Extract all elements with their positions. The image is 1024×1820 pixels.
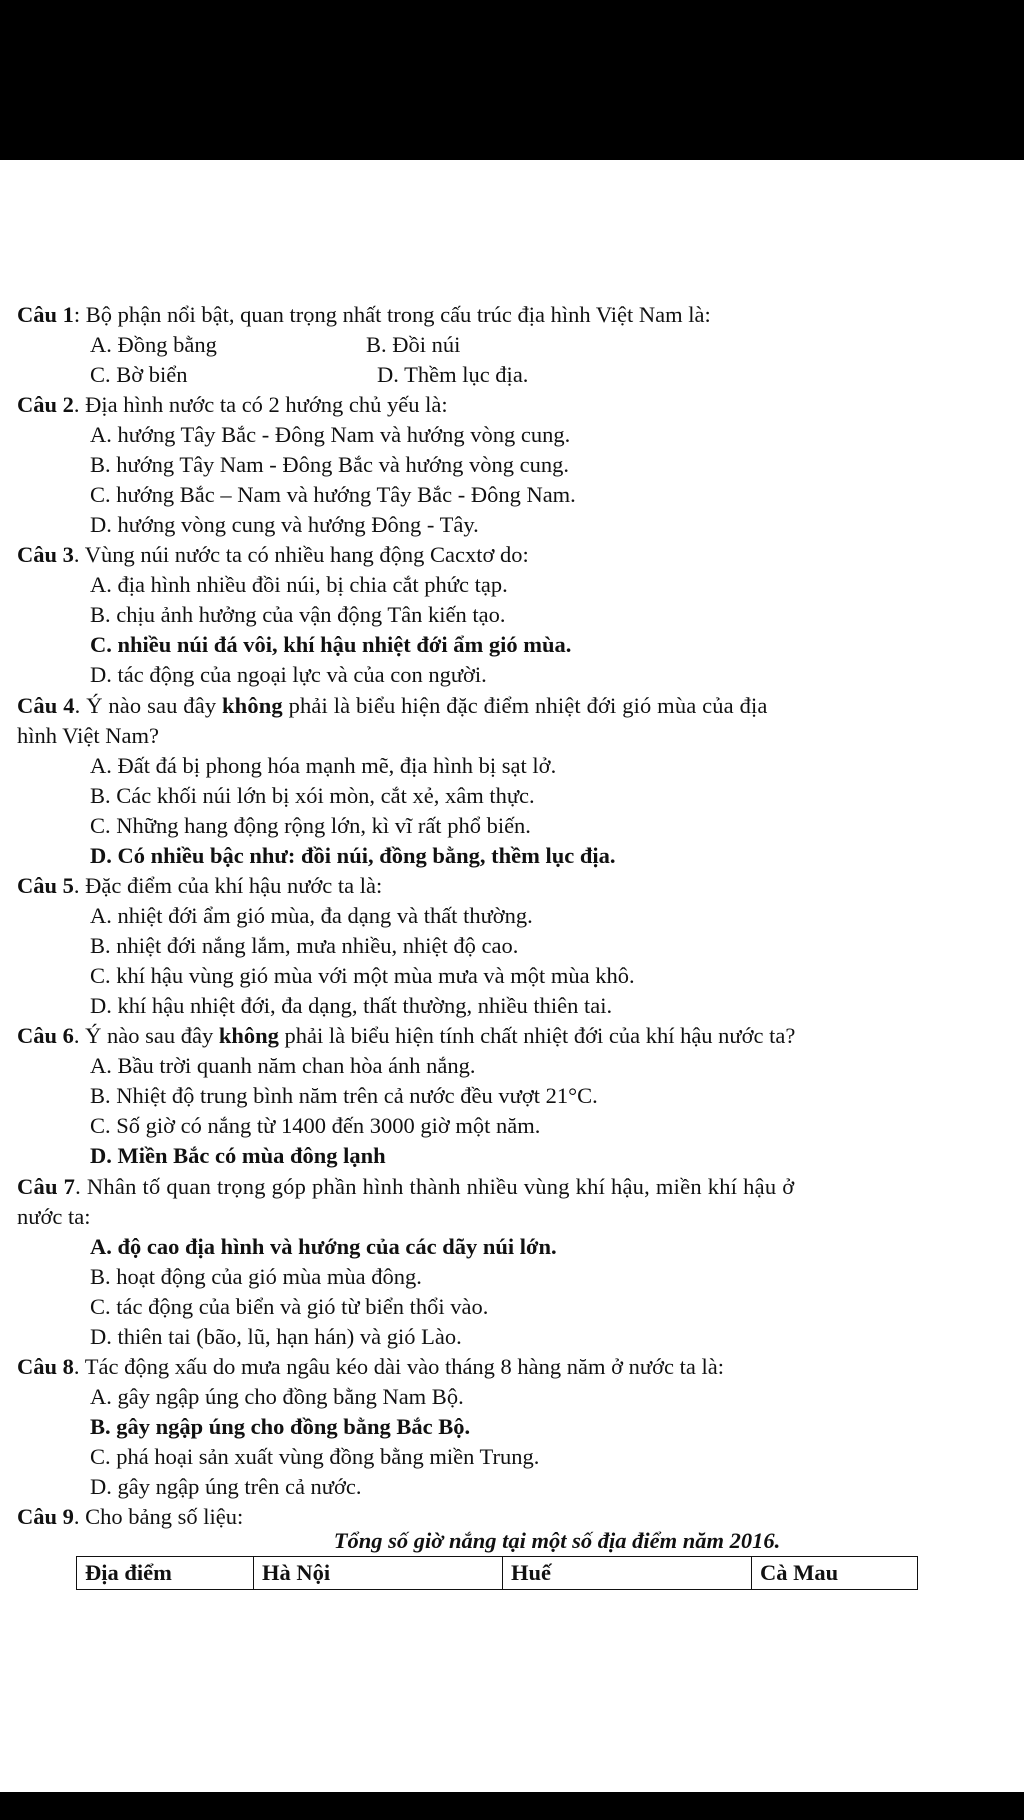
q3-option-d: D. tác động của ngoại lực và của con người. [90,662,487,687]
q2-option-a: A. hướng Tây Bắc - Đông Nam và hướng vòng cung. [90,422,571,447]
q5-option-a: A. nhiệt đới ẩm gió mùa, đa dạng và thất thường. [90,903,533,928]
q4-option-b: B. Các khối núi lớn bị xói mòn, cắt xẻ, xâm thực. [90,783,535,808]
q4-option-a: A. Đất đá bị phong hóa mạnh mẽ, địa hình bị sạt lở. [90,753,557,778]
question-8 [17,1352,724,1382]
question-4 [17,691,768,721]
question-5 [17,871,382,901]
question-number: Câu 7 [17,1174,76,1199]
question-6 [17,1021,795,1051]
q7-option-c: C. tác động của biển và gió từ biển thổi vào. [90,1294,489,1319]
question-number: Câu 8 [17,1354,74,1379]
table-header-cell: Địa điểm [77,1557,254,1590]
q3-option-a: A. địa hình nhiều đồi núi, bị chia cắt phức tạp. [90,572,508,597]
question-number: Câu 1 [17,302,74,327]
q4-option-c: C. Những hang động rộng lớn, kì vĩ rất phổ biến. [90,813,531,838]
q4-option-d: D. Có nhiều bậc như: đồi núi, đồng bằng, thềm lục địa. [90,843,616,868]
q6-option-b: B. Nhiệt độ trung bình năm trên cả nước đều vượt 21°C. [90,1083,598,1108]
q2-option-c: C. hướng Bắc – Nam và hướng Tây Bắc - Đông Nam. [90,482,576,507]
q8-option-c: C. phá hoại sản xuất vùng đồng bằng miền Trung. [90,1444,540,1469]
q1-option-d: D. Thềm lục địa. [377,362,529,387]
question-3 [17,540,529,570]
exam-page [0,160,1024,1792]
question-text: . Địa hình nước ta có 2 hướng chủ yếu là: [73,392,448,417]
q1-option-a: A. Đồng bằng [90,332,217,357]
q7-option-d: D. thiên tai (bão, lũ, hạn hán) và gió Lào. [90,1324,462,1349]
q1-option-c: C. Bờ biển [90,362,188,387]
question-number: Câu 2 [17,392,74,417]
question-text: . Cho bảng số liệu: [73,1504,244,1529]
question-1 [17,300,711,330]
table-header-cell: Cà Mau [752,1557,918,1590]
q7-option-a: A. độ cao địa hình và hướng của các dãy núi lớn. [90,1234,557,1259]
q8-option-a: A. gây ngập úng cho đồng bằng Nam Bộ. [90,1384,464,1409]
question-number: Câu 5 [17,873,74,898]
question-number: Câu 9 [17,1504,74,1529]
question-text: . Tác động xấu do mưa ngâu kéo dài vào tháng 8 hàng năm ở nước ta là: [73,1354,724,1379]
q2-option-b: B. hướng Tây Nam - Đông Bắc và hướng vòng cung. [90,452,569,477]
q6-option-c: C. Số giờ có nắng từ 1400 đến 3000 giờ một năm. [90,1113,541,1138]
q8-option-d: D. gây ngập úng trên cả nước. [90,1474,362,1499]
question-text: . Đặc điểm của khí hậu nước ta là: [73,873,383,898]
q3-option-b: B. chịu ảnh hưởng của vận động Tân kiến tạo. [90,602,506,627]
question-number: Câu 6 [17,1023,74,1048]
sunshine-hours-table [76,1556,918,1590]
question-text: . Vùng núi nước ta có nhiều hang động Cacxtơ do: [73,542,529,567]
q1-option-b: B. Đồi núi [366,332,461,357]
q5-option-d: D. khí hậu nhiệt đới, đa dạng, thất thường, nhiều thiên tai. [90,993,613,1018]
question-emphasis: không [222,693,283,718]
question-4-wrap: hình Việt Nam? [17,723,159,748]
q6-option-a: A. Bầu trời quanh năm chan hòa ánh nắng. [90,1053,476,1078]
q6-option-d: D. Miền Bắc có mùa đông lạnh [90,1143,386,1168]
question-7-wrap: nước ta: [17,1204,91,1229]
question-text: phải là biểu hiện tính chất nhiệt đới của khí hậu nước ta? [278,1023,796,1048]
q8-option-b: B. gây ngập úng cho đồng bằng Bắc Bộ. [90,1414,471,1439]
table-caption-text: Tổng số giờ nắng tại một số địa điểm năm 2016. [333,1528,781,1553]
q5-option-c: C. khí hậu vùng gió mùa với một mùa mưa và một mùa khô. [90,963,635,988]
table-header-row [77,1557,918,1590]
question-number: Câu 4 [17,693,75,718]
question-text: . Ý nào sau đây [73,1023,219,1048]
table-header-cell: Huế [503,1557,752,1590]
q2-option-d: D. hướng vòng cung và hướng Đông - Tây. [90,512,479,537]
q3-option-c: C. nhiều núi đá vôi, khí hậu nhiệt đới ẩm gió mùa. [90,632,572,657]
table-header-cell: Hà Nội [254,1557,503,1590]
question-2 [17,390,448,420]
question-text: . Nhân tố quan trọng góp phần hình thành nhiều vùng khí hậu, miền khí hậu ở [75,1174,795,1199]
question-text: : Bộ phận nổi bật, quan trọng nhất trong cấu trúc địa hình Việt Nam là: [73,302,711,327]
question-text: phải là biểu hiện đặc điểm nhiệt đới gió mùa của địa [282,693,768,718]
question-text: . Ý nào sau đây [74,693,223,718]
q7-option-b: B. hoạt động của gió mùa mùa đông. [90,1264,422,1289]
table-caption [0,1526,1024,1556]
question-emphasis: không [218,1023,279,1048]
question-7 [17,1172,794,1202]
question-number: Câu 3 [17,542,74,567]
q5-option-b: B. nhiệt đới nắng lắm, mưa nhiều, nhiệt độ cao. [90,933,519,958]
